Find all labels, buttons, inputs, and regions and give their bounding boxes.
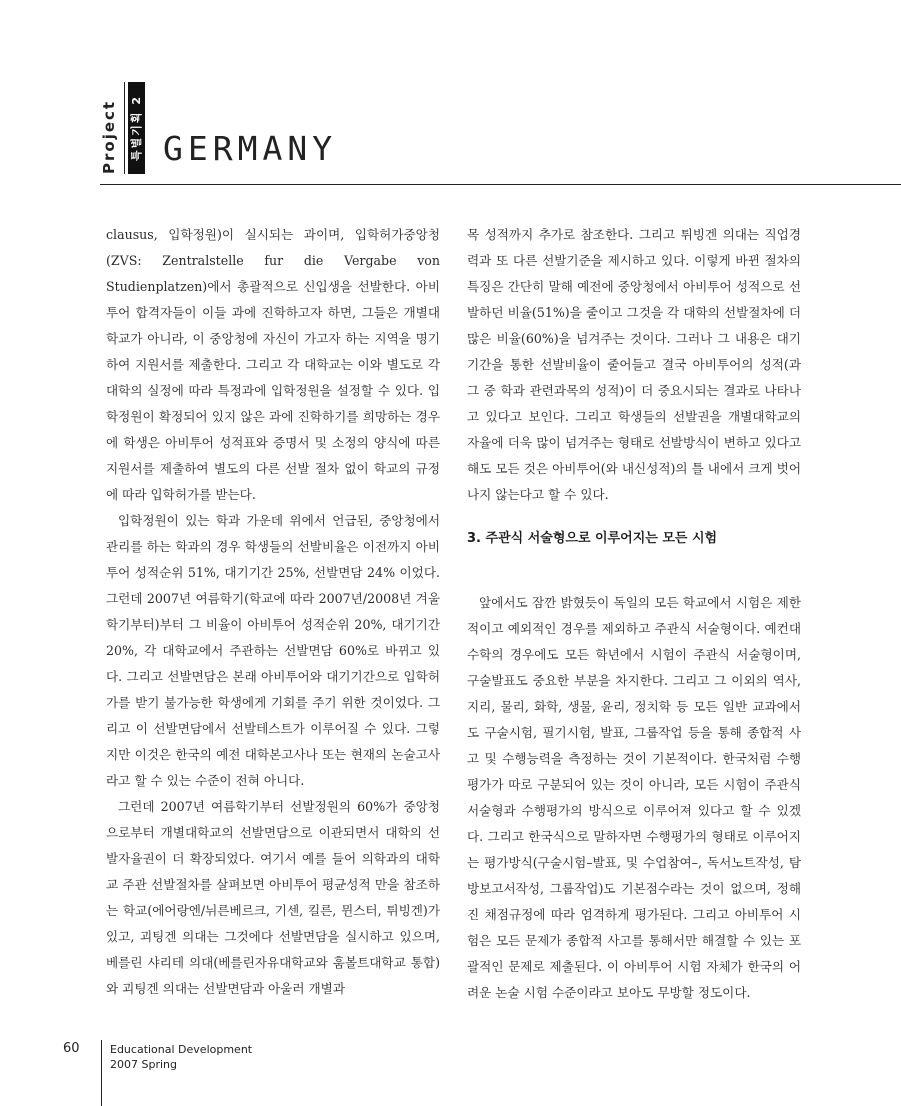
left-column	[106, 222, 440, 1002]
left-paragraph-2: 입학정원이 있는 학과 가운데 위에서 언급된, 중앙청에서 관리를 하는 학과의 경우 학생들의 선발비율은 이전까지 아비투어 성적순위 51%, 대기기간 25%, 선발면담 24% 이었다. 그런데 2007년 여름학기(학교에 따라 2007년/2008년 겨울학기부터)부터 그 비율이 아비투어 성적순위 20%, 대기기간 20%, 각 대학교에서 주관하는 선발면담 60%로 바뀌고 있다. 그리고 선발면담은 본래 아비투어와 대기기간으로 입학허가를 받기 불가능한 학생에게 기회를 주기 위한 것이었다. 그리고 이 선발면담에서 선발테스트가 이루어질 수 있다. 그렇지만 이것은 한국의 예전 대학본고사나 또는 현재의 논술고사라고 할 수 있는 수준이 전혀 아니다.	[106, 513, 440, 788]
special-feature-tag	[128, 82, 145, 174]
footer-divider	[101, 1040, 102, 1106]
footer-publication	[110, 1042, 252, 1072]
right-column	[467, 222, 801, 1006]
header-divider	[124, 82, 125, 174]
right-paragraph-1: 목 성적까지 추가로 참조한다. 그리고 튀빙겐 의대는 직업경력과 또 다른 선발기준을 제시하고 있다. 이렇게 바뀐 절차의 특징은 간단히 말해 예전에 중앙청에서 아비투어 성적으로 선발하던 비율(51%)을 줄이고 그것을 각 대학의 선발절차에 더 많은 비율(60%)을 넘겨주는 것이다. 그러나 그 내용은 대기기간을 통한 선발비율이 줄어들고 결국 아비투어의 성적(과 그 중 학과 관련과목의 성적)이 더 중요시되는 결과로 나타나고 있다고 보인다. 그리고 학생들의 선발권을 개별대학교의 자율에 더욱 많이 넘겨주는 형태로 선발방식이 변하고 있다고 해도 모든 것은 아비투어(와 내신성적)의 틀 내에서 크게 벗어나지 않는다고 할 수 있다.	[467, 227, 801, 502]
page-title: GERMANY	[163, 129, 338, 168]
page-number: 60	[63, 1041, 80, 1056]
left-paragraph-3: 그런데 2007년 여름학기부터 선발정원의 60%가 중앙청으로부터 개별대학교의 선발면담으로 이관되면서 대학의 선발자율권이 더 확장되었다. 여기서 예를 들어 의학과의 대학교 주관 선발절차를 살펴보면 아비투어 평균성적 만을 참조하는 학교(에어랑엔/뉘른베르크, 기센, 킬른, 뮌스터, 튀빙겐)가 있고, 괴팅겐 의대는 그것에다 선발면담을 실시하고 있으며, 베를린 샤리테 의대(베를린자유대학교와 훔볼트대학교 통합)와 괴팅겐 의대는 선발면담과 아울러 개별과	[106, 799, 440, 996]
section-heading: 3. 주관식 서술형으로 이루어지는 모든 시험	[467, 531, 718, 546]
special-feature-tag-text: 특별기획 2	[130, 95, 143, 161]
project-label: Project	[100, 99, 118, 174]
header-rule	[100, 184, 901, 185]
left-paragraph-1: clausus, 입학정원)이 실시되는 과이며, 입학허가중앙청(ZVS: Zentralstelle fur die Vergabe von Studienplatzen)에서 총괄적으로 신입생을 선발한다. 아비투어 합격자들이 이들 과에 진학하고자 하면, 그들은 개별대학교가 아니라, 이 중앙청에 자신이 가고자 하는 지역을 명기하여 지원서를 제출한다. 그리고 각 대학교는 이와 별도로 각 대학의 실정에 따라 특정과에 입학정원을 설정할 수 있다. 입학정원이 확정되어 있지 않은 과에 진학하기를 희망하는 경우에 학생은 아비투어 성적표와 증명서 및 소정의 양식에 따른 지원서를 제출하여 별도의 다른 선발 절차 없이 학교의 규정에 따라 입학허가를 받는다.	[106, 227, 440, 502]
right-paragraph-2: 앞에서도 잠깐 밝혔듯이 독일의 모든 학교에서 시험은 제한적이고 예외적인 경우를 제외하고 주관식 서술형이다. 예컨대 수학의 경우에도 모든 학년에서 시험이 주관식 서술형이며, 구술발표도 중요한 부분을 차지한다. 그리고 그 이외의 역사, 지리, 물리, 화학, 생물, 윤리, 정치학 등 모든 일반 교과에서도 구술시험, 필기시험, 발표, 그룹작업 등을 통해 종합적 사고 및 수행능력을 측정하는 것이 기본적이다. 한국처럼 수행평가가 따로 구분되어 있는 것이 아니라, 모든 시험이 주관식 서술형과 수행평가의 방식으로 이루어져 있다고 할 수 있겠다. 그리고 한국식으로 말하자면 수행평가의 형태로 이루어지는 평가방식(구술시험–발표, 및 수업참여–, 독서노트작성, 탐방보고서작성, 그룹작업)도 기본점수라는 것이 없으며, 정해진 채점규정에 따라 엄격하게 평가된다. 그리고 아비투어 시험은 모든 문제가 종합적 사고를 통해서만 해결할 수 있는 포괄적인 문제로 제출된다. 이 아비투어 시험 자체가 한국의 어려운 논술 시험 수준이라고 보아도 무방할 정도이다.	[467, 595, 801, 1000]
publication-name: Educational Development	[110, 1043, 253, 1056]
publication-issue: 2007 Spring	[110, 1058, 177, 1071]
